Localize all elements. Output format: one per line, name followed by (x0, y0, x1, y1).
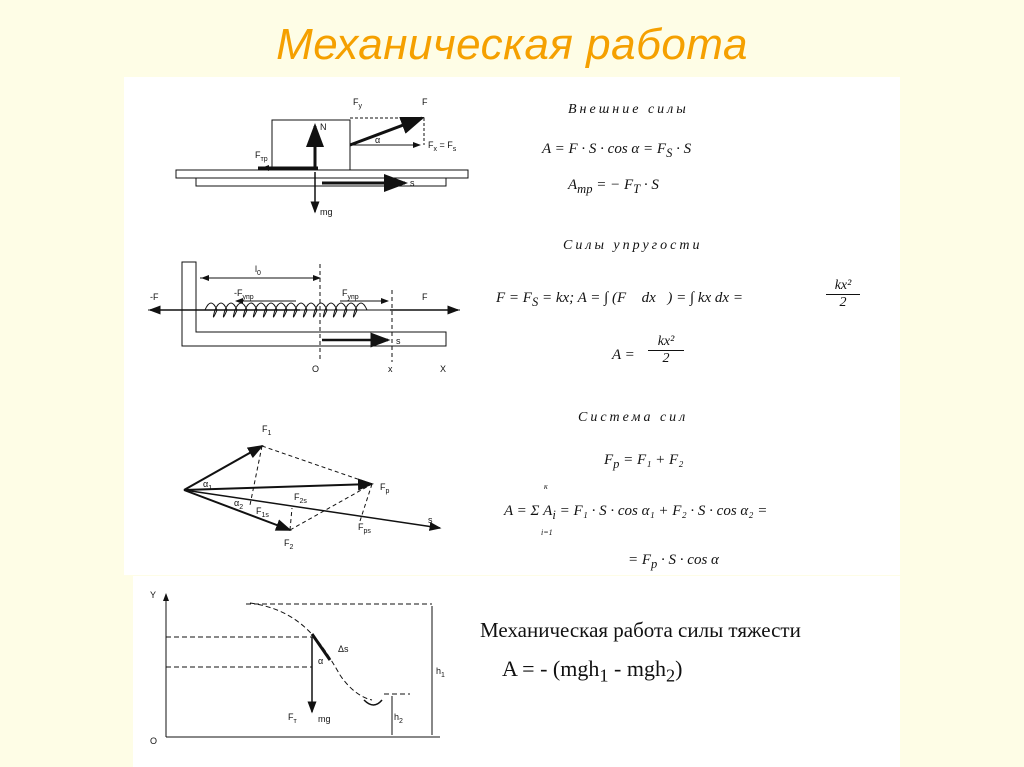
formula-system-2: A = Σ $A_i = F_1 \cdot S \cdot \cos \alpha_1 + F_2 \cdot S \cdot \cos \alpha_2$ = (504, 503, 768, 522)
label-alpha-gravity: α (318, 656, 324, 666)
label-h1: $h_1$ (436, 666, 445, 679)
label-o: O (312, 364, 320, 374)
label-s: s (410, 178, 415, 188)
label-fr: $F_р$ (380, 482, 390, 495)
label-f-spring: F (422, 292, 428, 302)
label-n: N (320, 122, 327, 132)
formula-elastic-2-lhs: A = (612, 347, 635, 363)
slide-title: Механическая работа (276, 20, 748, 69)
label-fupr1: $-F_{упр}$ (234, 288, 254, 301)
block-forces-diagram (176, 97, 468, 217)
label-alpha1: $\alpha_1$ (203, 479, 213, 492)
label-ftr: $F_{тр}$ (255, 150, 268, 163)
label-mg: mg (320, 207, 333, 217)
label-l0: $l_0$ (255, 264, 261, 277)
gravity-diagram (150, 590, 445, 746)
label-frs: $F_{рs}$ (358, 522, 371, 535)
label-f: F (422, 97, 428, 107)
label-fupr2: $F_{упр}$ (342, 288, 359, 301)
label-alpha2: $\alpha_2$ (234, 498, 244, 511)
label-fy: $F_y$ (353, 97, 362, 110)
formula-external-2: $A_{тр}$ = − $F_Т \cdot S$ (568, 177, 659, 196)
spring-diagram (148, 262, 460, 374)
heading-system-forces: Система сил (578, 410, 689, 425)
heading-gravity-work: Механическая работа силы тяжести (480, 618, 801, 642)
sum-upper-limit: к (544, 482, 548, 491)
fraction-elastic-2: kx² 2 (648, 334, 684, 367)
label-y: Y (150, 590, 157, 600)
label-mg-gravity: mg (318, 714, 331, 724)
label-alpha: α (375, 135, 381, 145)
formula-system-1: $F_р = F_1 + F_2$ (604, 452, 684, 471)
heading-external-forces: Внешние силы (568, 102, 689, 117)
label-f1: $F_1$ (262, 424, 272, 437)
label-f1s: $F_{1s}$ (256, 506, 269, 519)
label-minus-f: -F (150, 292, 159, 302)
label-o-gravity: O (150, 736, 158, 746)
label-s-system: s (428, 515, 433, 525)
label-f2s: $F_{2s}$ (294, 492, 307, 505)
formula-system-3: = $F_р \cdot S \cdot \cos \alpha$ (628, 552, 719, 571)
label-f2: $F_2$ (284, 538, 294, 551)
label-ft: $F_т$ (288, 712, 297, 725)
force-system-diagram (184, 424, 440, 551)
sum-lower-limit: i=1 (541, 528, 553, 537)
label-ds: Δs (338, 644, 349, 654)
label-x-axis: X (440, 364, 447, 374)
fraction-elastic-1: kx² 2 (826, 278, 860, 311)
label-fx: $F_x = F_s$ (428, 140, 457, 153)
heading-elastic-forces: Силы упругости (563, 238, 703, 253)
label-x: x (388, 364, 393, 374)
formula-gravity: A = - (mgh$_1$ - mgh$_2$) (502, 656, 683, 686)
formula-elastic-1: $F = F_S$ = kx; A = ∫ (F⃗ dx⃗) = ∫ kx dx = (496, 290, 743, 309)
label-s-spring: s (396, 336, 401, 346)
formula-external-1: $A = F \cdot S \cdot \cos \alpha = F_S \cdot S$ (542, 141, 692, 160)
label-h2: $h_2$ (394, 712, 403, 725)
